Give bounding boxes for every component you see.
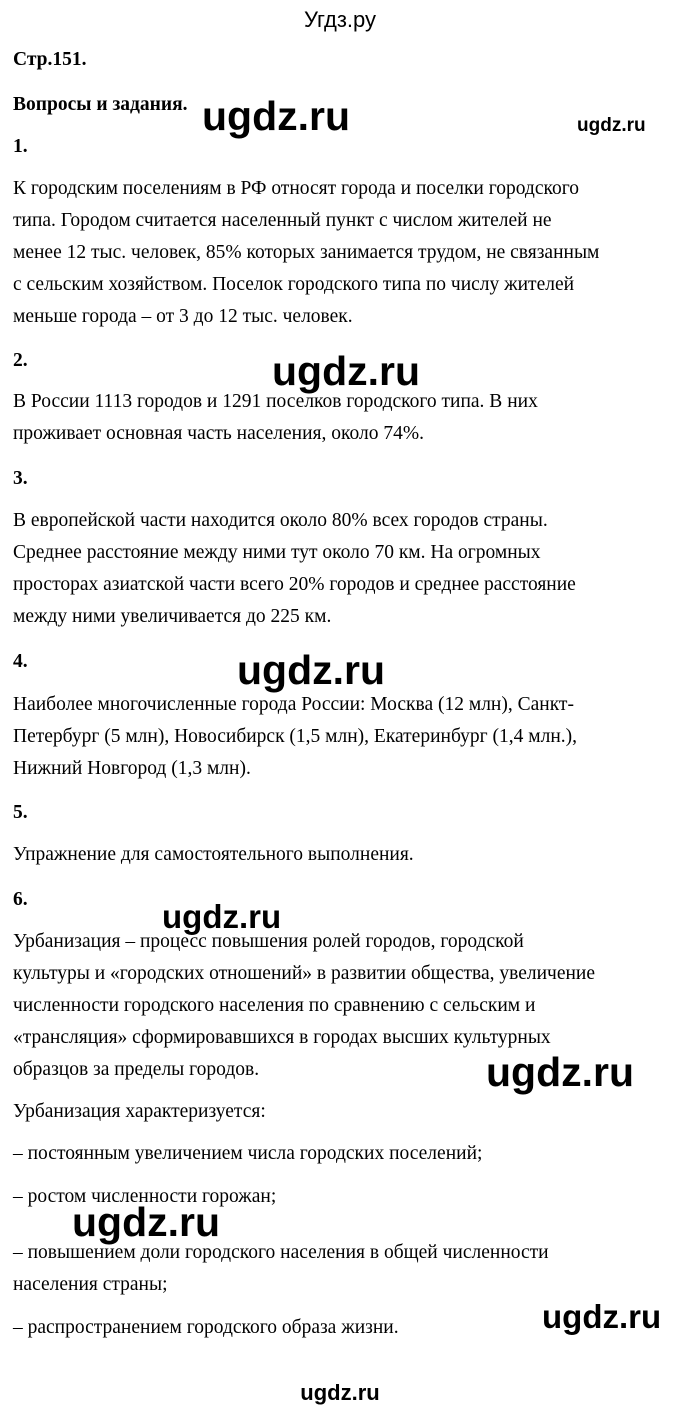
list-item: – постоянным увеличением числа городских поселений; [13,1143,483,1164]
answer-text-line: просторах азиатской части всего 20% городов и среднее расстояние [13,574,576,595]
answer-text-line: образцов за пределы городов. [13,1059,260,1080]
list-item: – распространением городского образа жизни. [13,1317,399,1338]
answer-number: 1. [13,136,28,157]
answer-text-line: меньше города – от 3 до 12 тыс. человек. [13,306,353,327]
watermark: ugdz.ru [202,93,351,139]
answer-text-line: «трансляция» сформировавшихся в городах высших культурных [13,1027,551,1048]
answer-text-line: с сельским хозяйством. Поселок городского типа по числу жителей [13,274,575,295]
watermark: ugdz.ru [486,1049,635,1095]
watermark: ugdz.ru [237,647,386,693]
answer-text-line: численности городского населения по сравнению с сельским и [13,995,536,1016]
watermark: ugdz.ru [162,898,282,935]
page-label: Стр.151. [13,49,87,70]
site-footer: ugdz.ru [300,1380,380,1405]
answer-text-line: Нижний Новгород (1,3 млн). [13,758,251,779]
answer-text-line: Наиболее многочисленные города России: Москва (12 млн), Санкт- [13,694,574,715]
answer-text-line: В европейской части находится около 80% всех городов страны. [13,510,548,531]
answer-text-line: проживает основная часть населения, около 74%. [13,423,424,444]
answer-text-line: В России 1113 городов и 1291 поселков городского типа. В них [13,391,538,412]
site-header: Угдз.ру [303,7,377,32]
answer-text-line: К городским поселениям в РФ относят города и поселки городского [13,178,579,199]
list-item: – ростом численности горожан; [13,1186,277,1207]
answer-text-line: менее 12 тыс. человек, 85% которых занимается трудом, не связанным [13,242,600,263]
answer-text-line: культуры и «городских отношений» в развитии общества, увеличение [13,963,596,984]
answer-number: 3. [13,468,28,489]
list-item: – повышением доли городского населения в общей численности [13,1242,549,1263]
answer-number: 2. [13,350,28,371]
answer-text-line: Петербург (5 млн), Новосибирск (1,5 млн), Екатеринбург (1,4 млн.), [13,726,578,747]
watermark: ugdz.ru [542,1298,662,1335]
answer-text-line: типа. Городом считается населенный пункт с числом жителей не [13,210,552,231]
answer-number: 5. [13,802,28,823]
list-item-continuation: населения страны; [13,1274,168,1295]
answer-text-line: между ними увеличивается до 225 км. [13,606,332,627]
watermark: ugdz.ru [272,348,421,394]
answer-number: 6. [13,889,28,910]
section-title: Вопросы и задания. [13,94,188,115]
answer-text-line: Урбанизация – процесс повышения ролей городов, городской [13,931,524,952]
watermark: ugdz.ru [72,1199,221,1245]
answer-text-line: Среднее расстояние между ними тут около 70 км. На огромных [13,542,541,563]
answer-number: 4. [13,651,28,672]
answer-text-line: Упражнение для самостоятельного выполнения. [13,844,414,865]
watermark: ugdz.ru [577,115,646,136]
list-intro: Урбанизация характеризуется: [13,1101,266,1122]
